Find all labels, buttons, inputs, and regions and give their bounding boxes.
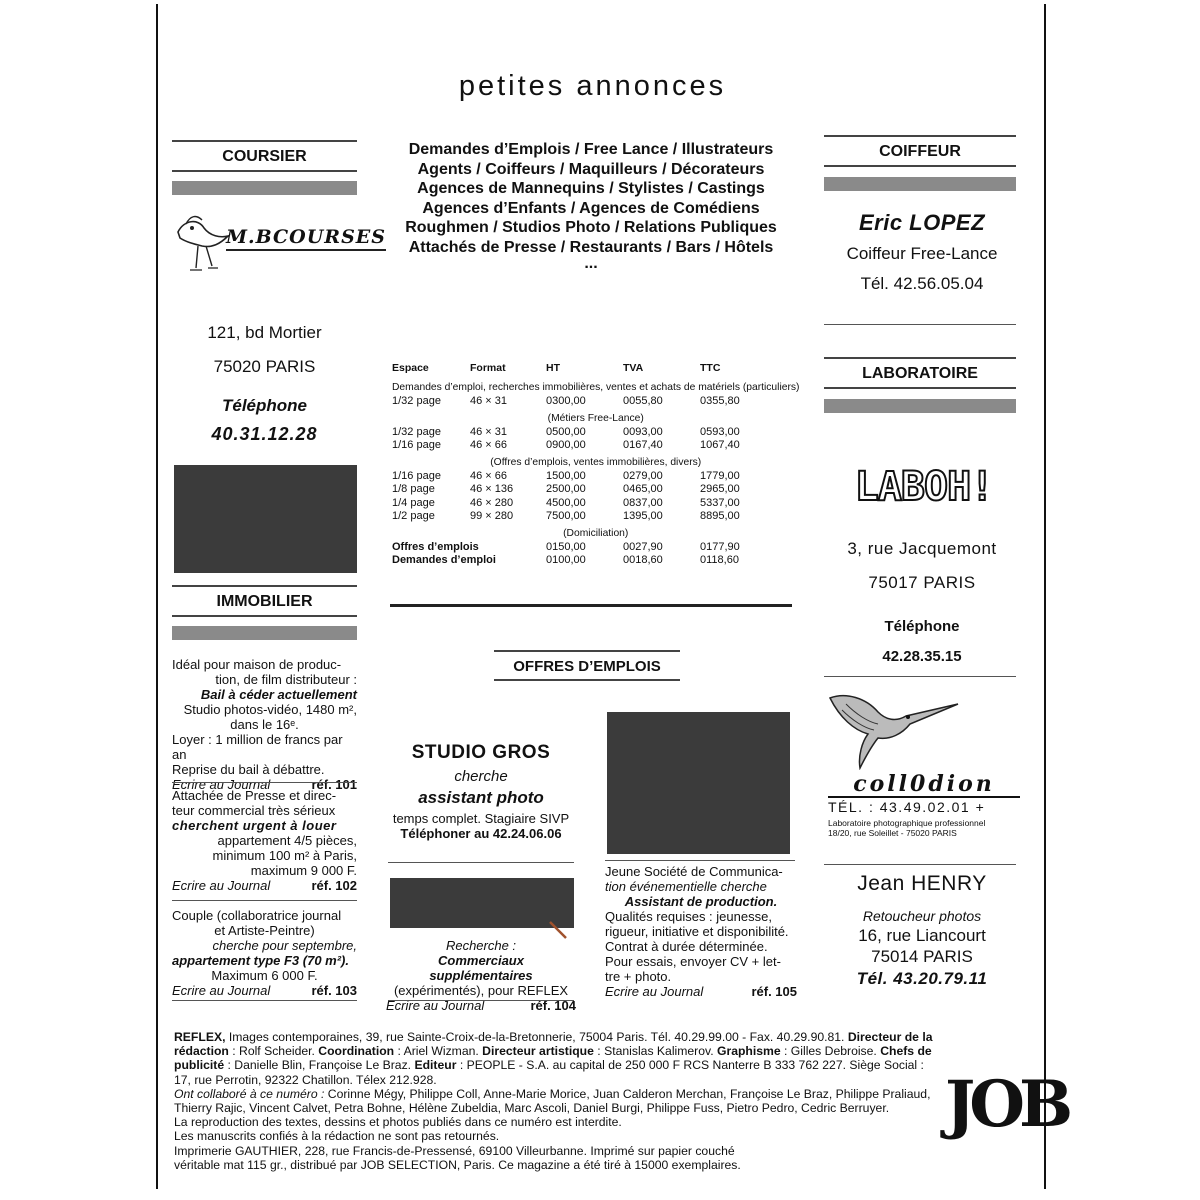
group-label: Demandes d’emploi, recherches immobilières, ventes et achats de matériels (particuliers)	[392, 382, 800, 394]
coursier-address	[172, 316, 357, 384]
colophon-text: Imprimerie GAUTHIER, 228, rue Francis-de-Pressensé, 69100 Villeurbanne. Imprimé sur papier couché véritable mat 115 gr., distribué par JOB SELECTION, Paris. Ce magazine a été tiré à 15000 exemplaires.	[174, 1143, 741, 1172]
collodion-ad	[828, 772, 1020, 838]
ref-number: réf. 101	[311, 777, 357, 792]
table-cell: 0500,00	[546, 425, 586, 438]
table-cell: Demandes d’emploi	[392, 554, 496, 567]
table-cell: 0093,00	[623, 425, 663, 438]
ad-line: Bail à céder actuellement	[200, 687, 357, 702]
ad-104	[386, 938, 576, 1013]
table-cell: 1500,00	[546, 469, 586, 482]
colophon-label: Chefs de publicité	[174, 1044, 932, 1073]
table-cell: 0150,00	[546, 540, 586, 553]
table-cell: 1/32 page	[392, 425, 441, 438]
immobilier-section	[172, 585, 357, 640]
category-line: Agences d’Enfants / Agences de Comédiens	[422, 199, 760, 217]
colophon-label: Ont collaboré à ce numéro :	[174, 1086, 325, 1101]
table-cell: 1/2 page	[392, 510, 435, 523]
table-cell: 0465,00	[623, 483, 663, 496]
phone-number: Tél. 43.20.79.11	[856, 969, 988, 988]
colophon-paragraph	[174, 1030, 944, 1087]
coursier-section	[172, 140, 357, 195]
column-header: TVA	[623, 362, 644, 374]
ecrire-label: Ecrire au Journal	[605, 984, 704, 999]
column-header: TTC	[700, 362, 721, 374]
section-heading: IMMOBILIER	[172, 585, 357, 617]
table-cell: 46 × 136	[470, 483, 514, 496]
ad-line: appartement type F3 (70 m²).	[172, 953, 349, 968]
offres-section	[494, 650, 680, 681]
ad-line: Idéal pour maison de produc-	[172, 657, 342, 672]
divider	[824, 676, 1016, 677]
colophon-text: : Danielle Blin, Françoise Le Braz.	[224, 1058, 415, 1073]
ad-101	[172, 657, 357, 792]
bird-icon	[172, 214, 232, 276]
ad-line: appartement 4/5 pièces,	[217, 833, 357, 848]
colophon-label: Directeur artistique	[482, 1044, 594, 1059]
table-cell: 46 × 31	[470, 394, 508, 407]
address-line: 75014 PARIS	[871, 947, 973, 966]
colophon-paragraph	[174, 1087, 944, 1115]
ad-line: Contrat à durée déterminée.	[605, 939, 768, 954]
ad-line: rigueur, initiative et disponibilité.	[605, 924, 789, 939]
table-cell: 0167,40	[623, 439, 663, 452]
ad-line: cherchent urgent à louer	[172, 818, 337, 833]
category-line: ...	[584, 254, 598, 272]
group-label: (Métiers Free-Lance)	[547, 413, 644, 425]
coiffeur-section	[824, 135, 1016, 191]
column-header: Espace	[392, 362, 429, 374]
table-row	[392, 426, 799, 439]
job-title: assistant photo	[418, 788, 544, 807]
table-cell: 8895,00	[700, 510, 740, 523]
table-cell: 1/8 page	[392, 483, 435, 496]
ad-line: Loyer : 1 million de francs par an	[172, 732, 343, 762]
ad-102	[172, 788, 357, 893]
colophon-text: : Stanislas Kalimerov.	[593, 1044, 717, 1059]
ad-103	[172, 908, 357, 998]
table-cell: 7500,00	[546, 510, 586, 523]
henry-ad	[824, 872, 1020, 989]
table-row	[392, 470, 799, 483]
table-cell: 1395,00	[623, 510, 663, 523]
ad-line: minimum 100 m² à Paris,	[212, 848, 357, 863]
divider	[172, 900, 357, 901]
table-row	[392, 483, 799, 496]
table-cell: 0837,00	[623, 496, 663, 509]
section-heading: COURSIER	[172, 140, 357, 172]
table-cell: 4500,00	[546, 496, 586, 509]
table-cell: 1/16 page	[392, 469, 441, 482]
table-cell: 46 × 280	[470, 496, 514, 509]
colophon-label: Graphisme	[716, 1044, 781, 1059]
colophon-label: Directeur de la rédaction	[174, 1030, 933, 1059]
company-name: STUDIO GROS	[411, 742, 551, 763]
category-line: Agences de Mannequins / Stylistes / Castings	[417, 180, 765, 198]
table-cell: 0900,00	[546, 439, 586, 452]
colophon-label: Editeur	[414, 1058, 457, 1073]
divider	[388, 1000, 574, 1001]
ad-line: Assistant de production.	[624, 894, 778, 909]
ref-number: réf. 102	[311, 878, 357, 893]
phone-number: Téléphoner au 42.24.06.06	[400, 826, 562, 841]
ad-line: Couple (collaboratrice journal	[172, 908, 342, 923]
table-cell: 0300,00	[546, 394, 586, 407]
laboh-logo	[844, 458, 1004, 516]
person-name: Eric LOPEZ	[858, 210, 986, 235]
grey-bar	[824, 399, 1016, 413]
category-line: Attachés de Presse / Restaurants / Bars / Hôtels	[408, 238, 774, 256]
table-cell: 2500,00	[546, 483, 586, 496]
ecrire-label: Ecrire au Journal	[386, 998, 485, 1013]
colophon-text: : Rolf Scheider.	[228, 1044, 319, 1059]
table-cell: 0055,80	[623, 394, 663, 407]
rates-header-row	[392, 362, 799, 375]
divider	[824, 324, 1016, 325]
colophon	[174, 1030, 944, 1172]
grey-bar	[172, 181, 357, 195]
phone-label: Téléphone	[884, 618, 960, 635]
group-label: (Domiciliation)	[563, 528, 629, 540]
logo-text: LABOH!	[854, 464, 994, 510]
ref-number: réf. 104	[530, 998, 576, 1013]
ad-line: (expérimentés), pour REFLEX	[393, 983, 569, 998]
ref-line	[605, 984, 797, 999]
table-row	[392, 439, 799, 452]
divider	[605, 860, 795, 861]
ad-line: Attachée de Presse et direc-	[172, 788, 337, 803]
table-cell: 0593,00	[700, 425, 740, 438]
ad-line: temps complet. Stagiaire SIVP	[392, 811, 570, 826]
table-cell: 0355,80	[700, 394, 740, 407]
job-logo: JOB	[945, 1067, 1068, 1142]
table-cell: 0118,60	[700, 554, 739, 567]
ecrire-label: Ecrire au Journal	[172, 983, 271, 998]
ad-line: Commerciaux supplémentaires	[429, 953, 533, 983]
ad-line: Jeune Société de Communica-	[605, 864, 783, 879]
table-cell: 46 × 31	[470, 425, 508, 438]
table-cell: Offres d’emplois	[392, 540, 479, 553]
table-cell: 99 × 280	[470, 510, 514, 523]
table-cell: 1779,00	[700, 469, 740, 482]
phone-number: TÉL. : 43.49.02.01 +	[828, 799, 986, 815]
table-row	[392, 497, 799, 510]
page-title: petites annonces	[458, 70, 727, 102]
ad-line: dans le 16ᵉ.	[230, 717, 299, 732]
magazine-name: REFLEX,	[174, 1030, 226, 1044]
table-cell: 0100,00	[546, 554, 586, 567]
group-label: (Offres d’emplois, ventes immobilières, divers)	[490, 457, 702, 469]
photo-placeholder	[607, 712, 790, 854]
ad-line: tion événementielle cherche	[605, 879, 767, 894]
coiffeur-ad	[824, 210, 1020, 294]
mbcourses-logo	[172, 210, 387, 280]
hummingbird-icon	[826, 690, 962, 770]
grey-bar	[824, 177, 1016, 191]
address-line: 75017 PARIS	[868, 573, 976, 592]
table-row	[392, 395, 799, 408]
ad-line: tion, de film distributeur :	[215, 672, 357, 687]
colophon-text: : Ariel Wizman.	[394, 1044, 483, 1059]
colophon-text: Les manuscrits confiés à la rédaction ne sont pas retournés.	[174, 1129, 500, 1144]
divider	[172, 1000, 357, 1001]
table-cell: 46 × 66	[470, 469, 508, 482]
ad-line: et Artiste-Peintre)	[214, 923, 315, 938]
phone-label: Téléphone	[221, 396, 307, 415]
ad-line: cherche	[454, 768, 508, 785]
category-line: Agents / Coiffeurs / Maquilleurs / Décorateurs	[417, 160, 765, 178]
table-cell: 0279,00	[623, 469, 663, 482]
divider	[172, 782, 357, 783]
person-role: Retoucheur photos	[862, 908, 982, 924]
rates-table	[392, 362, 800, 568]
phone-number: 40.31.12.28	[211, 424, 318, 444]
person-name: Jean HENRY	[857, 872, 987, 895]
table-cell: 46 × 66	[470, 439, 508, 452]
colophon-label: Coordination	[318, 1044, 395, 1059]
studio-gros-ad	[386, 742, 576, 841]
ad-line: Laboratoire photographique professionnel	[828, 818, 986, 828]
ad-line: Qualités requises : jeunesse,	[605, 909, 772, 924]
divider	[824, 864, 1016, 865]
person-role: Coiffeur Free-Lance	[846, 244, 998, 263]
table-cell: 0018,60	[623, 554, 663, 567]
ref-line	[172, 878, 357, 893]
phone-number: 42.28.35.15	[882, 648, 962, 665]
address-line: 75020 PARIS	[213, 357, 316, 376]
laboratoire-address	[824, 532, 1020, 600]
grey-bar	[172, 626, 357, 640]
ref-number: réf. 103	[311, 983, 357, 998]
table-row	[392, 510, 799, 523]
laboratoire-section	[824, 357, 1016, 413]
ref-number: réf. 105	[751, 984, 797, 999]
table-cell: 5337,00	[700, 496, 740, 509]
table-cell: 1067,40	[700, 439, 740, 452]
category-list	[385, 140, 797, 270]
coursier-phone	[172, 392, 357, 448]
ad-line: maximum 9 000 F.	[250, 863, 357, 878]
ad-line: Recherche :	[445, 938, 517, 953]
table-cell: 0027,90	[623, 540, 663, 553]
ecrire-label: Ecrire au Journal	[172, 878, 271, 893]
ad-line: Pour essais, envoyer CV + let-	[605, 954, 781, 969]
column-header: HT	[546, 362, 560, 374]
section-heading: COIFFEUR	[824, 135, 1016, 167]
address-line: 121, bd Mortier	[207, 323, 322, 342]
ad-line: Studio photos-vidéo, 1480 m²,	[183, 702, 357, 717]
ad-line: 18/20, rue Soleillet - 75020 PARIS	[828, 828, 957, 838]
ad-line: tre + photo.	[605, 969, 672, 984]
phone-number: Tél. 42.56.05.04	[860, 274, 984, 293]
table-bottom-rule	[390, 604, 792, 607]
ad-line: Maximum 6 000 F.	[211, 968, 318, 983]
ad-105	[605, 864, 797, 999]
category-line: Demandes d’Emplois / Free Lance / Illustrateurs	[408, 141, 774, 158]
column-header: Format	[470, 362, 506, 374]
ref-line	[172, 983, 357, 998]
table-row	[392, 541, 799, 554]
ecrire-label: Ecrire au Journal	[172, 777, 271, 792]
photo-placeholder	[174, 465, 357, 573]
ad-line: cherche pour septembre,	[212, 938, 357, 953]
section-heading: OFFRES D’EMPLOIS	[494, 650, 680, 681]
category-line: Roughmen / Studios Photo / Relations Publiques	[405, 219, 777, 237]
table-cell: 0177,90	[700, 540, 740, 553]
table-cell: 1/32 page	[392, 394, 441, 407]
table-cell: 1/4 page	[392, 496, 435, 509]
ad-line: Reprise du bail à débattre.	[172, 762, 325, 777]
logo-text: coll0dion	[828, 772, 1020, 798]
section-heading: LABORATOIRE	[824, 357, 1016, 389]
colophon-text: : Gilles Debroise.	[780, 1044, 881, 1059]
ad-line: teur commercial très sérieux	[172, 803, 336, 818]
colophon-text: : PEOPLE - S.A. au capital de 250 000 F RCS Nanterre B 333 762 227. Siège Social : 17, rue Perrotin, 92322 Chatillon. Télex 212.928.	[174, 1058, 924, 1087]
divider	[388, 862, 574, 863]
address-line: 3, rue Jacquemont	[847, 539, 997, 558]
colophon-text: Corinne Mégy, Philippe Coll, Anne-Marie Morice, Juan Calderon Merchan, Françoise Le Braz, Philippe Praliaud, Thierry Rajic, Vincent Calvet, Petra Bohne, Hélène Zubeldia, Marc Ascoli, Daniel Burgi, Philippe Fuss, Pietro Pedro, Cedric Berruyer.	[174, 1086, 931, 1116]
laboratoire-phone	[824, 612, 1020, 672]
table-cell: 1/16 page	[392, 439, 441, 452]
logo-text: M.BCOURSES	[226, 226, 386, 251]
table-cell: 2965,00	[700, 483, 740, 496]
table-row	[392, 554, 799, 567]
colophon-text: La reproduction des textes, dessins et photos publiés dans ce numéro est interdite.	[174, 1115, 622, 1130]
colophon-text: Images contemporaines, 39, rue Sainte-Croix-de-la-Bretonnerie, 75004 Paris. Tél. 40.29.99.00 - Fax. 40.29.90.81.	[225, 1030, 848, 1044]
address-line: 16, rue Liancourt	[858, 926, 986, 945]
